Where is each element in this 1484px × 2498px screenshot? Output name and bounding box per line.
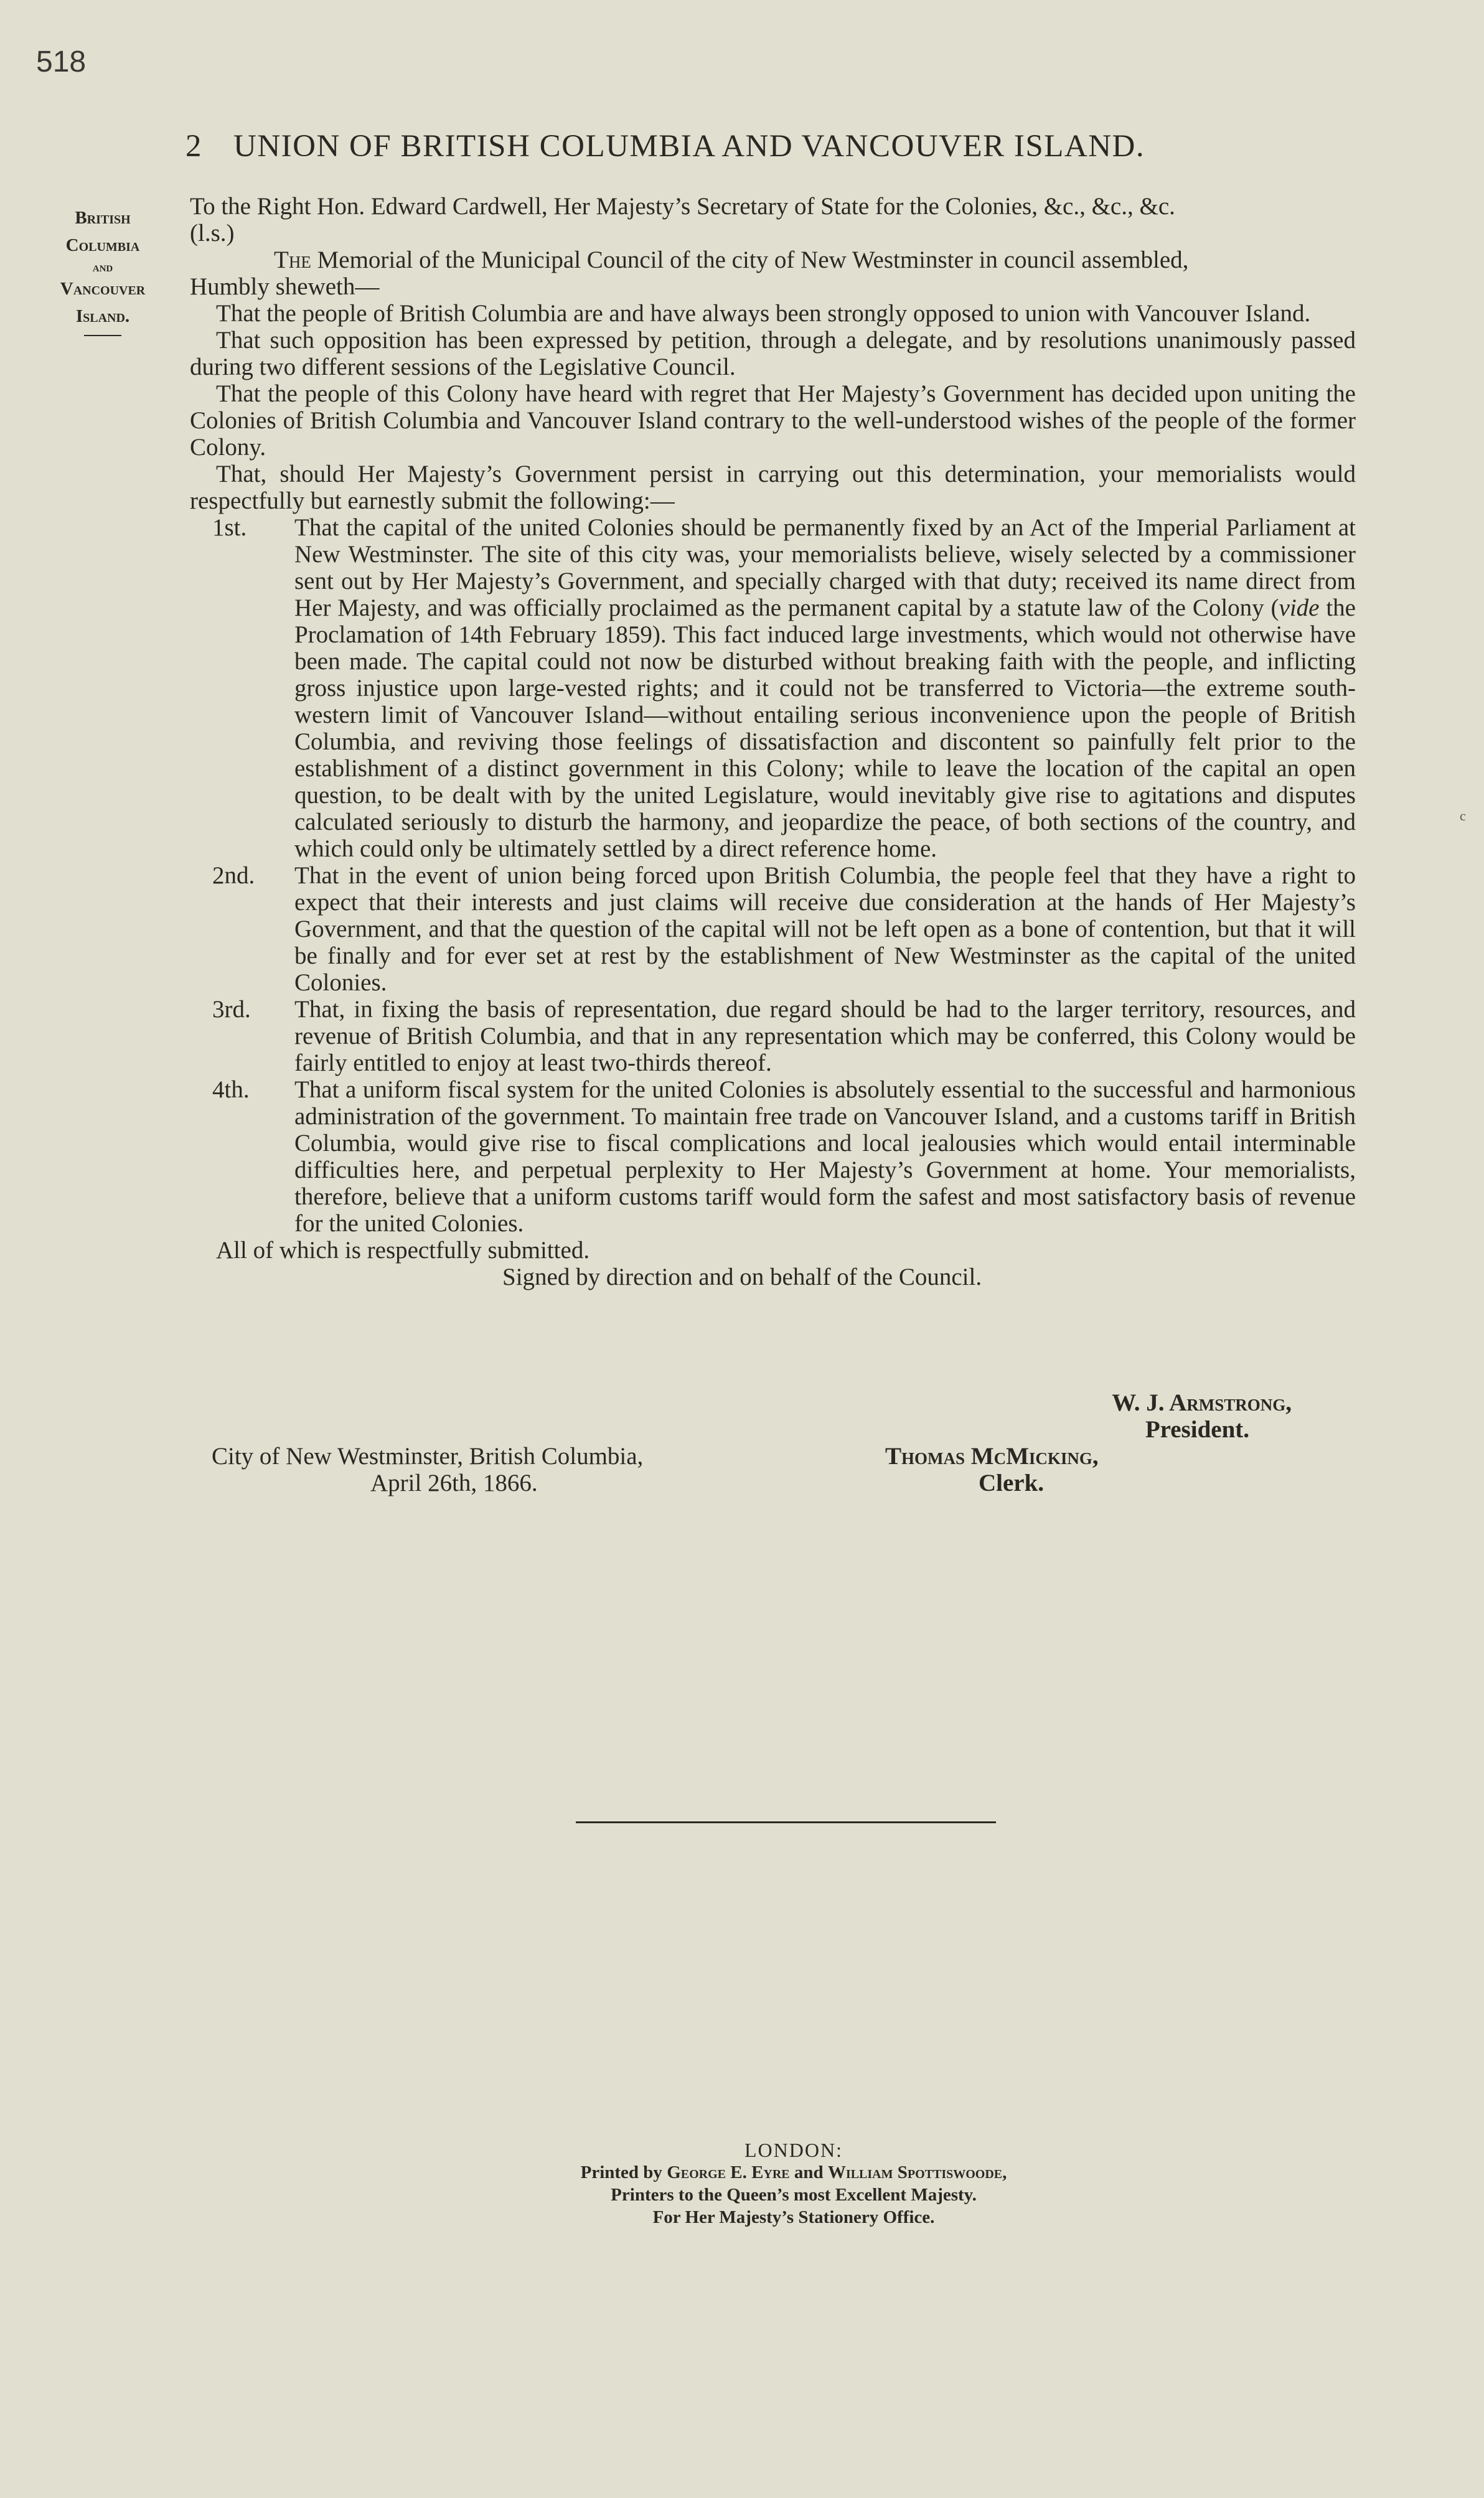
paragraph: That the people of British Columbia are and have always been strongly opposed to union with Vancouver Island. — [216, 300, 1311, 327]
clerk-name: Thomas McMicking, — [885, 1443, 1099, 1470]
imprint-line: Printed by George E. Eyre and William Spottiswoode, — [580, 2162, 1007, 2182]
sidenote-line: Island. — [75, 306, 130, 326]
header-title: UNION OF BRITISH COLUMBIA AND VANCOUVER ISLAND. — [233, 129, 1145, 164]
list-item-label: 3rd. — [212, 996, 251, 1023]
president-title: President. — [1145, 1416, 1249, 1443]
memorial-rest: Memorial of the Municipal Council of the city of New Westminster in council assembled, — [317, 247, 1189, 273]
margin-sidenote — [37, 204, 168, 336]
list-item-label: 4th. — [212, 1076, 250, 1103]
sidenote-line: Columbia — [65, 235, 140, 255]
sidenote-line: British — [75, 208, 131, 228]
list-item-text: That a uniform fiscal system for the united Colonies is absolutely essential to the successful and harmonious administration of the government. To maintain free trade on Vancouver Island, and a customs tariff in British Columbia, would give rise to fiscal complications and local jealousies which would entail interminable difficulties here, and perpetual perplexity to Her Majesty’s Government at home. Your memorialists, therefore, believe that a uniform customs tariff would form the safest and most satisfactory basis of revenue for the united Colonies. — [294, 1076, 1356, 1237]
date-line: April 26th, 1866. — [370, 1470, 538, 1496]
margin-mark: c — [1460, 808, 1466, 824]
place-date — [212, 1443, 643, 1496]
document-body — [190, 193, 1356, 1290]
list-item-text: That in the event of union being forced upon British Columbia, the people feel that they have a right to expect that their interests and just claims will receive due consideration at the hands of Her Majesty’s Government, and that the question of the capital will not be left open as a bone of contention, but that it will be finally and for ever set at rest by the establishment of New Westminster as the capital of the united Colonies. — [294, 862, 1356, 996]
place-line: City of New Westminster, British Columbia, — [212, 1443, 644, 1470]
president-name: W. J. Armstrong, — [1112, 1389, 1292, 1416]
paragraph: That, should Her Majesty’s Government persist in carrying out this determination, your memorialists would respectfully but earnestly submit the following:— — [190, 461, 1356, 514]
sidenote-divider — [84, 335, 121, 336]
printer-name: George E. Eyre — [667, 2162, 790, 2182]
paragraph: That the people of this Colony have heard with regret that Her Majesty’s Government has decided upon uniting the Colonies of British Columbia and Vancouver Island contrary to the well-understood wishes of the people of the former Colony. — [190, 380, 1356, 461]
page-number: 518 — [36, 45, 87, 78]
header-number: 2 — [186, 129, 202, 164]
list-item-text: the Proclamation of 14th February 1859). This fact induced large investments, which would not otherwise have been made. The capital could not now be disturbed without breaking faith with the people, and inflicting gross injustice upon large-vested rights; and it could not be transferred to Victoria—the extreme south-western limit of Vancouver Island—without entailing serious inconvenience upon the people of British Columbia, and reviving those feelings of dissatisfaction and discontent so painfully felt prior to the establishment of a distinct government in this Colony; while to leave the location of the capital an open question, to be dealt with by the united Legislature, would inevitably give rise to agitations and disputes calculated seriously to disturb the harmony, and jeopardize the peace, of both sections of the country, and which could only be ultimately settled by a direct reference home. — [294, 594, 1356, 862]
address-line: To the Right Hon. Edward Cardwell, Her Majesty’s Secretary of State for the Colonies, &c., &c., &c. — [190, 193, 1175, 220]
list-item — [190, 1076, 1356, 1237]
sidenote-line: Vancouver — [60, 279, 146, 299]
sidenote-line: and — [92, 259, 113, 275]
imprint-line: Printers to the Queen’s most Excellent Majesty. — [611, 2185, 977, 2205]
signed-line: Signed by direction and on behalf of the Council. — [502, 1264, 982, 1290]
list-item — [190, 514, 1356, 862]
list-item-label: 1st. — [212, 514, 247, 541]
salutation: Humbly sheweth— — [190, 273, 380, 300]
closing-line: All of which is respectfully submitted. — [216, 1237, 590, 1264]
memorial-heading — [190, 247, 1356, 273]
horizontal-rule — [576, 1821, 996, 1823]
seal-mark: (l.s.) — [190, 220, 235, 247]
list-item-italic: vide — [1279, 594, 1320, 621]
list-item — [190, 862, 1356, 996]
clerk-signature — [885, 1443, 1099, 1496]
list-item-text: That, in fixing the basis of representation, due regard should be had to the larger territory, resources, and revenue of British Columbia, and that in any representation which may be conferred, this Colony would be fairly entitled to enjoy at least two-thirds thereof. — [294, 996, 1356, 1076]
list-item-label: 2nd. — [212, 862, 255, 889]
running-header — [186, 128, 1145, 164]
memorial-first-word: The — [274, 247, 311, 273]
clerk-title: Clerk. — [979, 1470, 1045, 1496]
printer-name: William Spottiswoode, — [827, 2162, 1007, 2182]
imprint-location: LONDON: — [744, 2139, 843, 2161]
paragraph: That such opposition has been expressed by petition, through a delegate, and by resolutions unanimously passed during two different sessions of the Legislative Council. — [190, 327, 1356, 380]
list-item-text: That the capital of the united Colonies should be permanently fixed by an Act of the Imperial Parliament at New Westminster. The site of this city was, your memorialists believe, wisely selected by a commissioner sent out by Her Majesty’s Government, and specially charged with that duty; received its name direct from Her Majesty, and was officially proclaimed as the permanent capital by a statute law of the Colony ( — [294, 514, 1356, 621]
list-item — [190, 996, 1356, 1076]
president-signature — [1074, 1389, 1292, 1443]
printer-imprint — [373, 2139, 1214, 2228]
imprint-line: For Her Majesty’s Stationery Office. — [652, 2207, 935, 2227]
